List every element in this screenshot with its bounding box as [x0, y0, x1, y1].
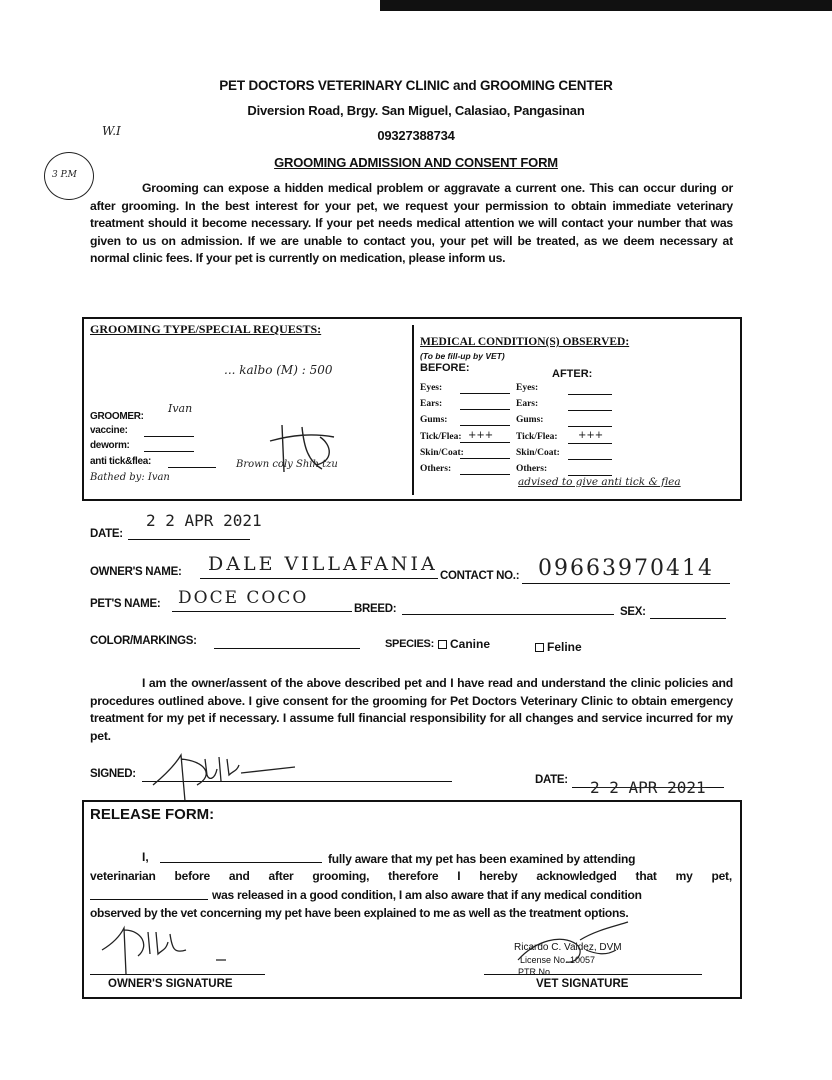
pet-name-label: PET'S NAME:	[90, 598, 161, 610]
release-text-4: observed by the vet concerning my pet have been explained to me as well as the treatment options.	[90, 906, 629, 920]
canine-checkbox[interactable]	[438, 640, 447, 649]
medical-before-field[interactable]	[460, 393, 510, 394]
medical-after-label: Ears:	[516, 399, 539, 410]
medical-after-hw: +++	[578, 429, 604, 441]
groomer-signature	[262, 417, 357, 477]
feline-text: Feline	[547, 640, 582, 654]
medical-after-label: Others:	[516, 464, 548, 474]
medical-before-field[interactable]	[460, 474, 510, 475]
after-header: AFTER:	[552, 368, 593, 380]
owner-signature	[145, 745, 305, 805]
medical-after-field[interactable]	[568, 426, 612, 427]
medical-before-label: Gums:	[420, 415, 448, 426]
consent-paragraph	[90, 675, 733, 745]
medical-after-label: Gums:	[516, 415, 544, 426]
species-label: SPECIES:	[385, 638, 434, 650]
medical-subtitle: (To be fill-up by VET)	[420, 351, 505, 361]
antitick-line[interactable]	[168, 467, 216, 468]
feline-checkbox[interactable]	[535, 643, 544, 652]
vet-name: Ricardo C. Valdez, DVM	[514, 942, 622, 953]
breed-label: BREED:	[354, 603, 397, 615]
medical-row	[420, 383, 730, 398]
grooming-title: GROOMING TYPE/SPECIAL REQUESTS:	[90, 322, 322, 336]
medical-after-label: Skin/Coat:	[516, 447, 560, 458]
medical-before-label: Ears:	[420, 399, 443, 410]
contact-hw: 09663970414	[538, 556, 714, 581]
contact-line[interactable]	[522, 583, 730, 584]
medical-after-label: Tick/Flea:	[516, 431, 558, 442]
medical-before-label: Skin/Coat:	[420, 447, 464, 458]
groomer-label: GROOMER:	[90, 411, 144, 422]
medical-before-label: Others:	[420, 464, 452, 474]
deworm-line[interactable]	[144, 451, 194, 452]
medical-row	[420, 448, 730, 463]
medical-before-field[interactable]	[460, 442, 510, 443]
medical-after-field[interactable]	[568, 459, 612, 460]
pet-name-hw: DOCE COCO	[178, 588, 309, 608]
medical-after-field[interactable]	[568, 394, 612, 395]
medical-before-field[interactable]	[460, 458, 510, 459]
deworm-label: deworm:	[90, 440, 130, 451]
release-i: I,	[142, 850, 149, 864]
owner-name-line[interactable]	[200, 578, 438, 579]
medical-after-field[interactable]	[568, 443, 612, 444]
release-text-1: fully aware that my pet has been examined by attending	[328, 852, 636, 866]
form-title: GROOMING ADMISSION AND CONSENT FORM	[274, 155, 558, 170]
before-header: BEFORE:	[420, 362, 470, 374]
clinic-name: PET DOCTORS VETERINARY CLINIC and GROOMING CENTER	[219, 78, 613, 93]
antitick-label: anti tick&flea:	[90, 456, 152, 467]
vet-ptr: PTR No.	[518, 967, 553, 977]
medical-before-hw: +++	[468, 429, 494, 441]
intro-text: Grooming can expose a hidden medical problem or aggravate a current one. This can occur during or after grooming. In the best interest for your pet, we request your permission to obtain immediate veterinary treatment should it become necessary. If your pet needs medical attention we will contact your number that was given to us on admission. If we are unable to contact you, your pet will be treated, as we deem necessary at normal clinic fees. If your pet is currently on medication, please inform us.	[90, 181, 733, 265]
release-owner-signature	[96, 920, 256, 980]
contact-label: CONTACT NO.:	[440, 570, 520, 582]
grooming-request-hw: ... kalbo (M) : 500	[224, 363, 333, 377]
sex-line[interactable]	[650, 618, 726, 619]
sex-label: SEX:	[620, 606, 646, 618]
release-form-box	[82, 800, 742, 999]
owner-name-hw: DALE VILLAFANIA	[208, 553, 438, 575]
release-text-3: was released in a good condition, I am also aware that if any medical condition	[212, 888, 642, 902]
release-title: RELEASE FORM:	[90, 806, 215, 823]
grooming-medical-box	[82, 317, 742, 501]
signed-label: SIGNED:	[90, 768, 136, 780]
canine-text: Canine	[450, 637, 491, 651]
intro-paragraph	[90, 180, 733, 268]
vet-signature	[516, 920, 636, 980]
color-label: COLOR/MARKINGS:	[90, 635, 197, 647]
consent-text: I am the owner/assent of the above described pet and I have read and understand the clinic policies and procedures outlined above. I give consent for the grooming for Pet Doctors Veterinary Clinic to obtain emergency treatment for my pet if necessary. I assume full financial responsibility for all changes and service incurred for my pet.	[90, 676, 733, 743]
vaccine-label: vaccine:	[90, 425, 128, 436]
canine-option[interactable]	[438, 637, 490, 651]
date-stamp: 2 2 APR 2021	[146, 511, 262, 530]
scan-edge	[380, 0, 832, 11]
medical-before-field[interactable]	[460, 425, 510, 426]
medical-row	[420, 429, 730, 447]
breed-line[interactable]	[402, 614, 614, 615]
margin-note-time: 3 P.M	[52, 170, 77, 180]
owner-name-label: OWNER'S NAME:	[90, 566, 182, 578]
vet-license: License No. 10057	[520, 955, 596, 965]
breed-color-hw: Brown coly Shih tzu	[236, 459, 338, 470]
release-name-line[interactable]	[160, 862, 322, 863]
pet-name-line[interactable]	[172, 611, 352, 612]
date-line[interactable]	[128, 539, 250, 540]
clinic-address: Diversion Road, Brgy. San Miguel, Calasiao, Pangasinan	[247, 103, 585, 118]
bathed-by-hw: Bathed by: Ivan	[90, 472, 170, 483]
advice-hw: advised to give anti tick & flea	[518, 476, 681, 488]
medical-before-field[interactable]	[460, 409, 510, 410]
signed-date-label: DATE:	[535, 774, 568, 786]
release-pet-line[interactable]	[90, 899, 208, 900]
medical-before-label: Eyes:	[420, 383, 443, 393]
medical-after-label: Eyes:	[516, 383, 539, 393]
box-divider	[412, 325, 414, 495]
medical-row	[420, 399, 730, 414]
medical-after-field[interactable]	[568, 410, 612, 411]
clinic-phone: 09327388734	[377, 128, 455, 143]
vet-sig-label: VET SIGNATURE	[536, 978, 629, 990]
vaccine-line[interactable]	[144, 436, 194, 437]
owner-sig-line[interactable]	[90, 974, 265, 975]
date-label: DATE:	[90, 528, 123, 540]
signed-date-stamp: 2 2 APR 2021	[590, 778, 706, 797]
medical-row	[420, 415, 730, 430]
groomer-hw: Ivan	[168, 402, 193, 415]
release-text-2: veterinarian before and after grooming, therefore I hereby acknowledged that my pet,	[90, 869, 732, 883]
medical-before-label: Tick/Flea:	[420, 431, 462, 442]
medical-title: MEDICAL CONDITION(S) OBSERVED:	[420, 336, 630, 348]
color-line[interactable]	[214, 648, 360, 649]
margin-note-wi: W.I	[102, 124, 121, 138]
vet-sig-line[interactable]	[484, 974, 702, 975]
owner-sig-label: OWNER'S SIGNATURE	[108, 978, 233, 990]
feline-option[interactable]	[535, 640, 582, 654]
